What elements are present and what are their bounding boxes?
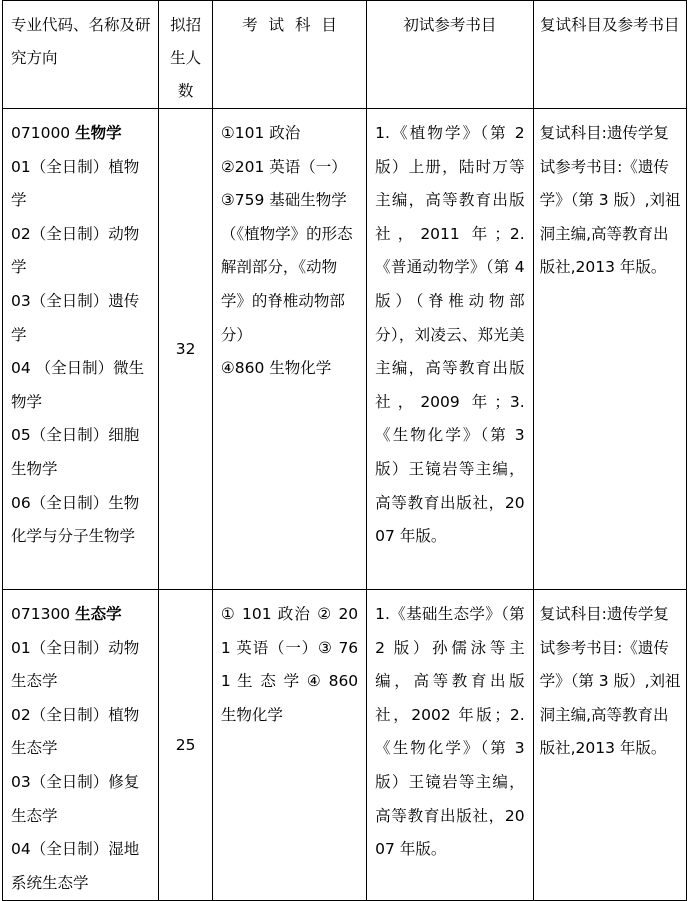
major-cell bbox=[3, 109, 159, 590]
header-row bbox=[3, 1, 687, 109]
header-major-cell bbox=[3, 1, 159, 109]
enroll-cell bbox=[159, 590, 212, 901]
exam-item: ①101 政治 bbox=[220, 124, 301, 142]
direction-item: 02（全日制）动物学 bbox=[11, 224, 140, 277]
direction-item: 04（全日制）湿地系统生态学 bbox=[11, 840, 140, 892]
direction-item: 06（全日制）生物化学与分子生物学 bbox=[11, 493, 140, 546]
direction-item: 03（全日制）修复生态学 bbox=[11, 772, 140, 825]
header-books: 初试参考书目 bbox=[403, 16, 497, 34]
header-exams: 考 试 科 目 bbox=[242, 16, 337, 34]
admissions-table bbox=[2, 0, 687, 901]
direction-item: 01（全日制）植物学 bbox=[11, 157, 140, 210]
header-exams-cell bbox=[212, 1, 366, 109]
direction-item: 05（全日制）细胞生物学 bbox=[11, 426, 140, 478]
table-row bbox=[3, 109, 687, 590]
major-name: 生物学 bbox=[75, 124, 122, 142]
direction-item: 01（全日制）动物生态学 bbox=[11, 638, 140, 691]
enroll-count: 32 bbox=[175, 340, 196, 358]
enroll-cell bbox=[159, 109, 212, 590]
header-books-cell bbox=[367, 1, 533, 109]
retest-books: 复试科目:遗传学复试参考书目:《遗传学》（第 3 版）,刘祖洞主编,高等教育出版社,2013 年版。 bbox=[539, 605, 681, 758]
retest-cell bbox=[533, 109, 686, 590]
books-cell bbox=[367, 590, 533, 901]
major-code: 071000 bbox=[11, 124, 71, 142]
exam-item: ③759 基础生物学（《植物学》的形态解剖部分，《动物学》的脊椎动物部分） bbox=[220, 191, 353, 344]
header-enroll: 拟招生人数 bbox=[170, 16, 202, 100]
header-enroll-cell bbox=[159, 1, 212, 109]
table-row bbox=[3, 590, 687, 901]
header-major: 专业代码、名称及研究方向 bbox=[11, 16, 151, 67]
header-retest: 复试科目及参考书目 bbox=[540, 16, 680, 34]
major-name: 生态学 bbox=[75, 605, 122, 623]
major-title bbox=[11, 598, 150, 632]
major-code: 071300 bbox=[11, 605, 71, 623]
major-cell bbox=[3, 590, 159, 901]
exam-item: ②201 英语（一） bbox=[220, 157, 347, 176]
direction-item: 04 （全日制）微生物学 bbox=[11, 359, 145, 411]
exams-cell bbox=[212, 109, 366, 590]
exams-cell bbox=[212, 590, 366, 901]
retest-books: 复试科目:遗传学复试参考书目:《遗传学》（第 3 版）,刘祖洞主编,高等教育出版社,2013 年版。 bbox=[539, 124, 681, 277]
retest-cell bbox=[533, 590, 686, 901]
direction-item: 03（全日制）遗传学 bbox=[11, 291, 140, 344]
header-retest-cell bbox=[533, 1, 686, 109]
exam-item: ④860 生物化学 bbox=[220, 359, 332, 378]
initial-books: 1.《植物学》（第 2 版）上册，陆时万等主编，高等教育出版社，2011 年；2.《普通动物学》（第 4 版）（脊椎动物部分），刘凌云、郑光美主编，高等教育出版社，2009 年；3.《生物化学》（第 3 版）王镜岩等主编，高等教育出版社，2007 年版。 bbox=[375, 124, 525, 546]
exam-item: ① 101 政治 ② 201 英语（一）③ 761 生 态 学 ④ 860 生物化学 bbox=[220, 605, 359, 724]
major-title bbox=[11, 117, 150, 151]
enroll-count: 25 bbox=[175, 736, 196, 755]
books-cell bbox=[367, 109, 533, 590]
initial-books: 1.《基础生态学》（第 2 版）孙儒泳等主编，高等教育出版社，2002 年版；2.《生物化学》（第 3 版）王镜岩等主编，高等教育出版社，2007 年版。 bbox=[375, 605, 525, 859]
direction-item: 02（全日制）植物生态学 bbox=[11, 705, 140, 758]
